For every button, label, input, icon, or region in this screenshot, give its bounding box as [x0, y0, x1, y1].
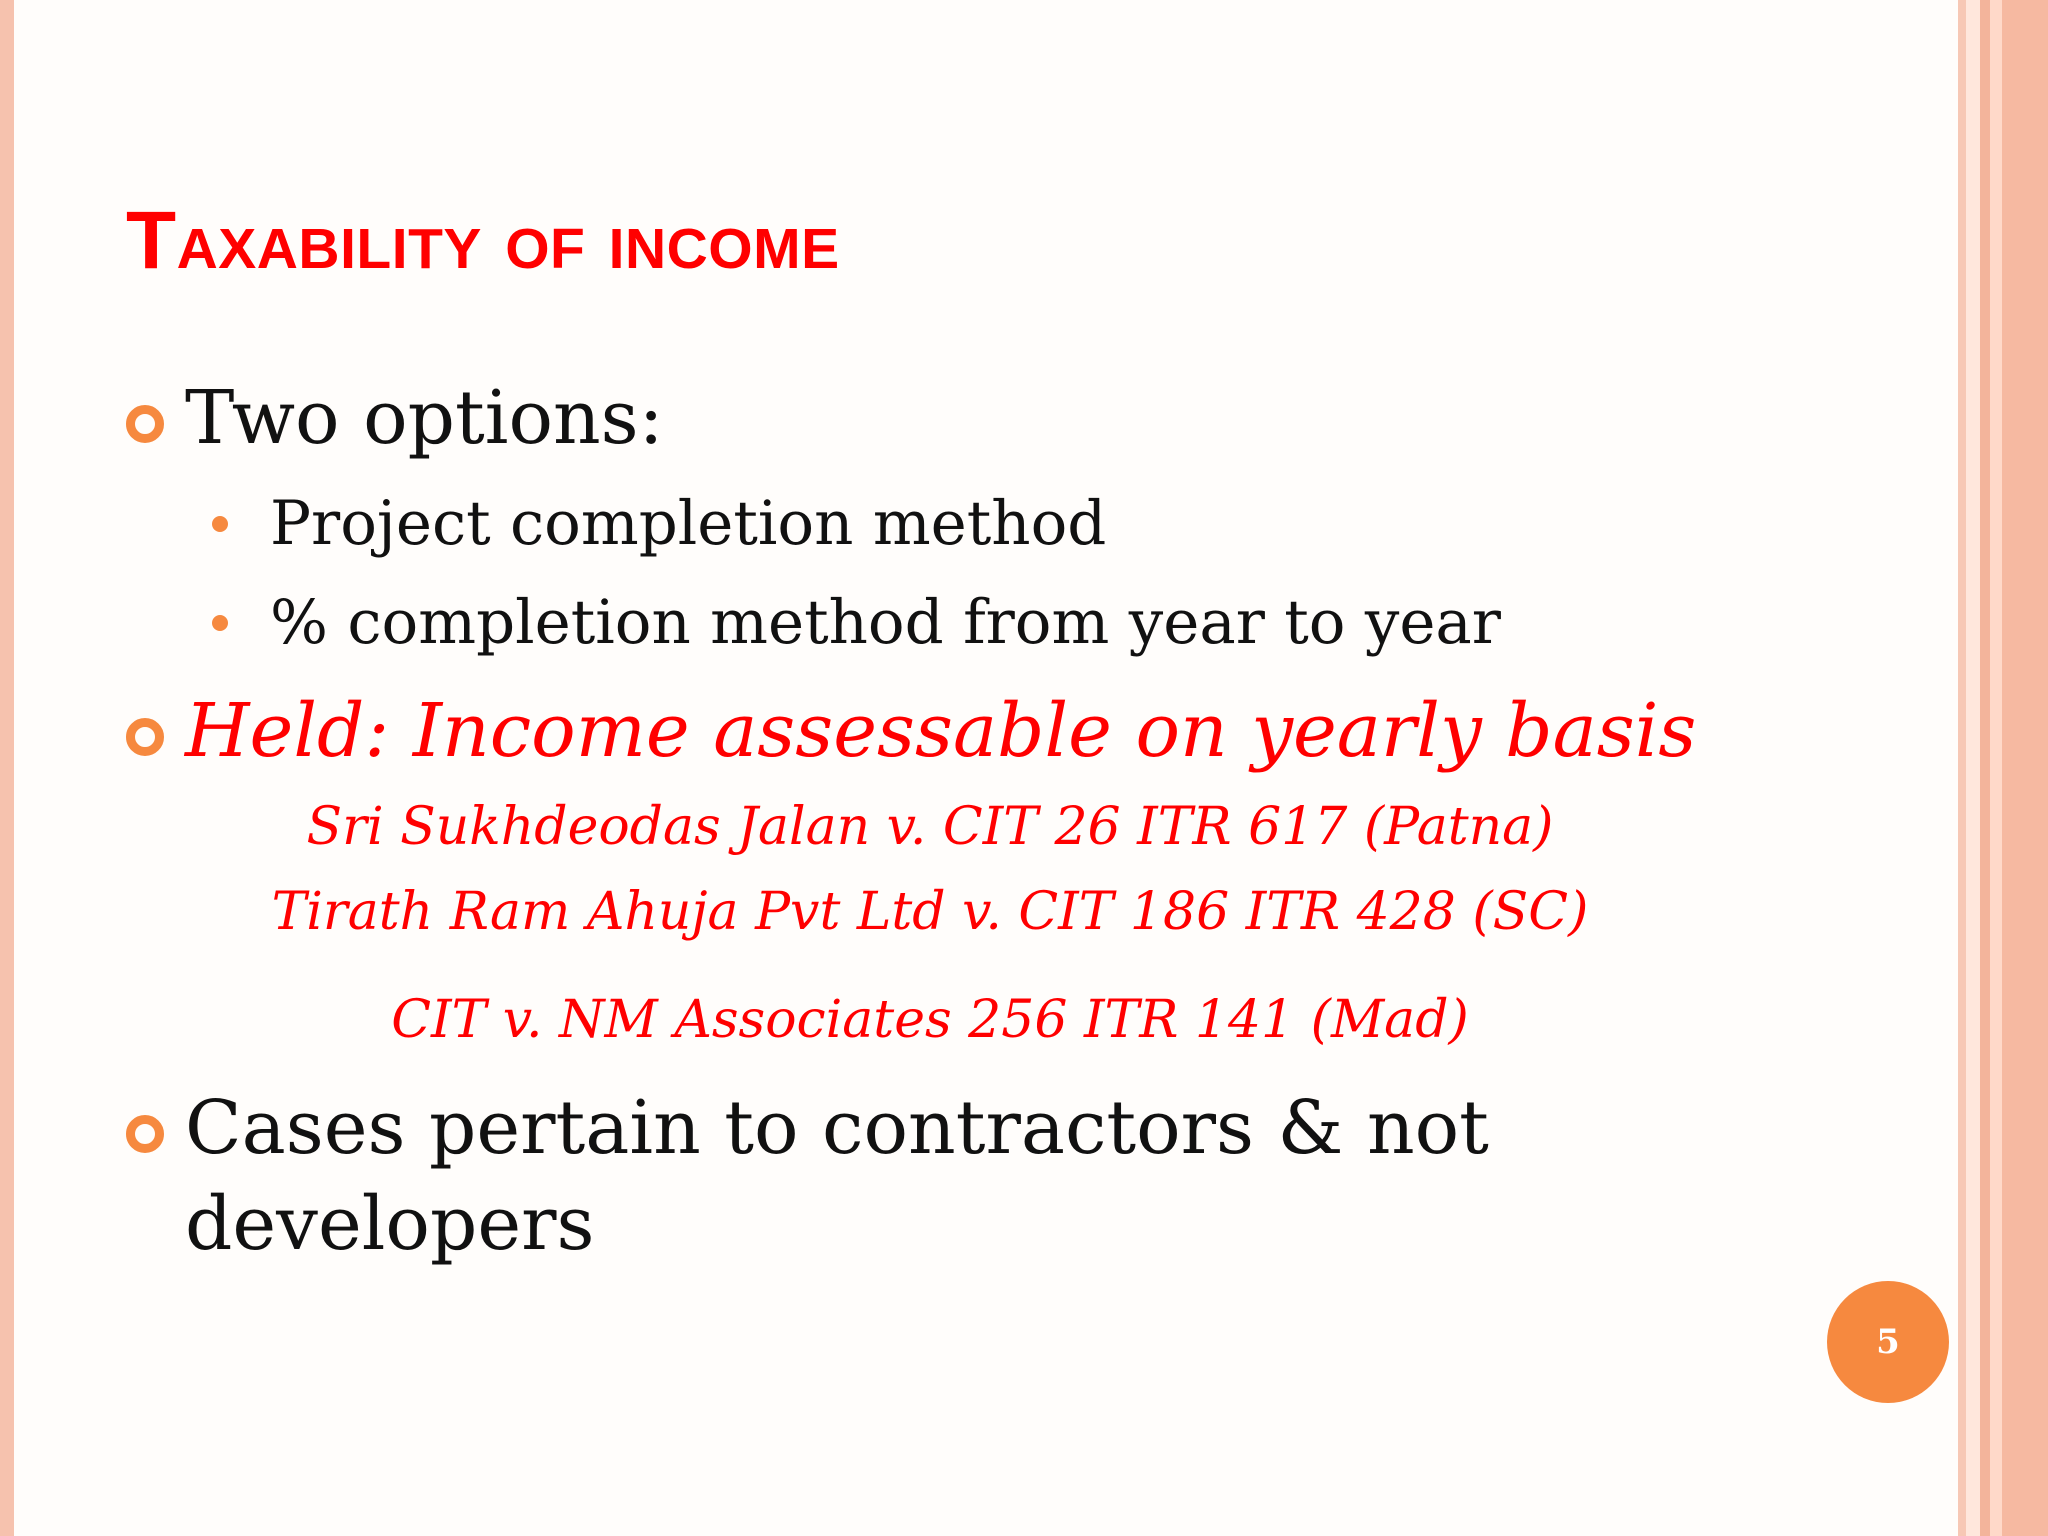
bullet-text-line: Cases pertain to contractors & not [185, 1085, 1489, 1171]
held-text: Held: Income assessable on yearly basis [185, 688, 1697, 774]
right-border-stripe [1958, 0, 1966, 1536]
page-number-badge [1827, 1281, 1949, 1403]
right-border-stripe [1980, 0, 1990, 1536]
ring-bullet-icon [126, 718, 164, 756]
page-number: 5 [1876, 1322, 1900, 1362]
sub-bullet-item [212, 583, 1501, 663]
right-border-stripe [1966, 0, 1980, 1536]
slide-title: Taxability of income [126, 195, 840, 286]
right-border-stripe [2002, 0, 2048, 1536]
dot-bullet-icon [212, 615, 228, 631]
right-border-stripe [1990, 0, 2002, 1536]
bullet-text [185, 1080, 1489, 1272]
case-citation: CIT v. NM Associates 256 ITR 141 (Mad) [391, 990, 1469, 1050]
ring-bullet-icon [126, 1115, 164, 1153]
sub-bullet-text: % completion method from year to year [270, 587, 1501, 658]
dot-bullet-icon [212, 516, 228, 532]
bullet-item [126, 1080, 1489, 1272]
bullet-item [126, 370, 664, 466]
sub-bullet-text: Project completion method [270, 488, 1107, 559]
case-citation: Tirath Ram Ahuja Pvt Ltd v. CIT 186 ITR 428 (SC) [271, 882, 1589, 942]
ring-bullet-icon [126, 405, 164, 443]
bullet-text-line: developers [185, 1181, 595, 1267]
case-citation: Sri Sukhdeodas Jalan v. CIT 26 ITR 617 (Patna) [306, 797, 1554, 857]
sub-bullet-item [212, 484, 1106, 564]
left-border-stripe [0, 0, 14, 1536]
bullet-text: Two options: [185, 375, 664, 461]
bullet-item [126, 683, 1696, 779]
